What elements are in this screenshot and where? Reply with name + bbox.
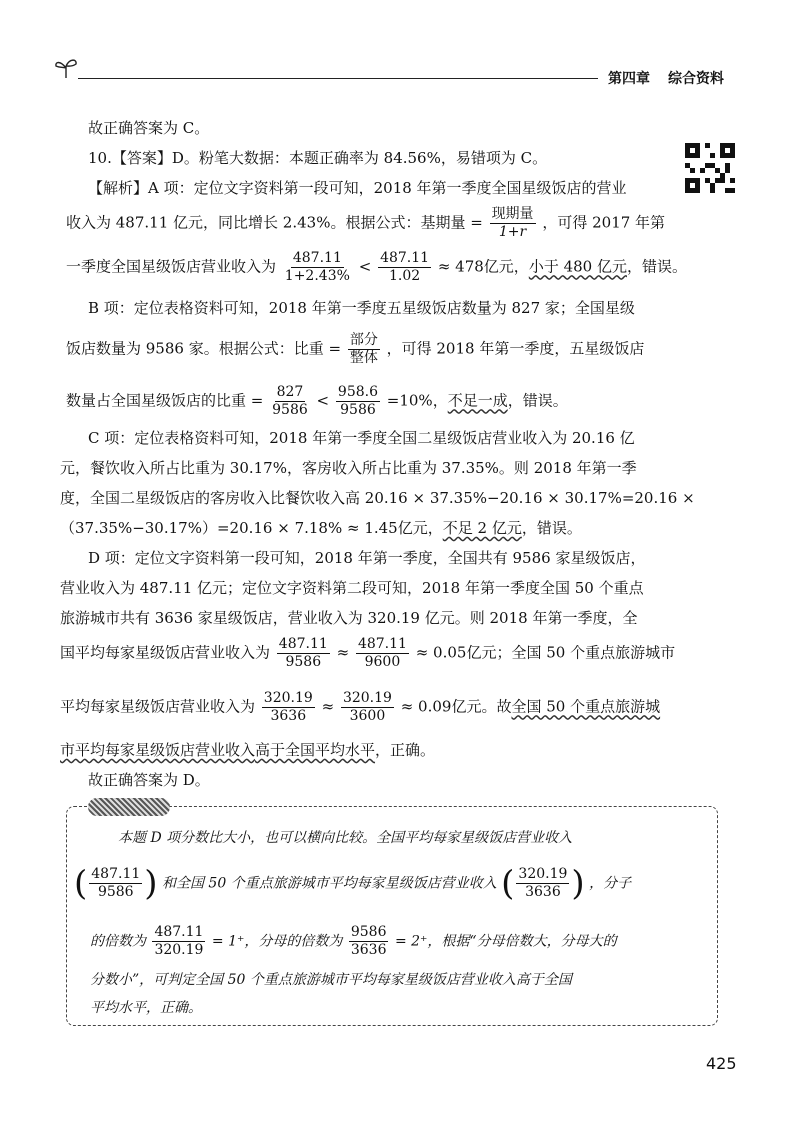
text-line-with-fraction: 收入为 487.11 亿元，同比增长 2.43%。根据公式：基期量 = $\frac{\text{现期量}}{1+r}$ ，可得 2017 年第	[66, 206, 666, 240]
section-label: 综合资料	[668, 71, 724, 87]
text-line: 市平均每家星级饭店营业收入高于全国平均水平，正确。	[60, 741, 436, 759]
page-number: 425	[706, 1054, 737, 1073]
fraction: $\frac{827}{9586}$	[272, 384, 308, 418]
fraction: $\frac{487.11}{320.19}$	[154, 924, 204, 958]
text-line-with-fraction: 一季度全国星级饭店营业收入为 $\frac{487.11}{1+2.43\%}$ < $\frac{487.11}{1.02}$ ≈ 478亿元，小于 480 亿元，错误。	[66, 250, 687, 284]
note-line-with-fraction: 的倍数为 $\frac{487.11}{320.19}$ = 1⁺，分母的倍数为 $\frac{9586}{3636}$ = 2⁺，根据“分母倍数大，分母大的	[90, 924, 617, 958]
fraction: $\frac{320.19}{3636}$	[263, 690, 313, 724]
text-line-with-fraction: 国平均每家星级饭店营业收入为 $\frac{487.11}{9586}$ ≈ $\frac{487.11}{9600}$ ≈ 0.05亿元；全国 50 个重点旅游城市	[60, 636, 676, 670]
text-line-with-fraction: 数量占全国星级饭店的比重 = $\frac{827}{9586}$ < $\frac{958.6}{9586}$ =10%，不足一成，错误。	[66, 384, 568, 418]
text-line: 度，全国二星级饭店的客房收入比餐饮收入高 20.16 × 37.35%−20.16 × 30.17%=20.16 ×	[60, 489, 695, 507]
fraction: $\frac{487.11}{9586}$	[278, 636, 328, 670]
text-line: 【解析】A 项：定位文字资料第一段可知，2018 年第一季度全国星级饭店的营业	[88, 179, 627, 197]
fraction: $\frac{487.11}{1.02}$	[380, 250, 430, 284]
emphasis: 高于全国平均水平	[255, 741, 376, 759]
text-line: 营业收入为 487.11 亿元；定位文字资料第二段可知，2018 年第一季度全国 50 个重点	[60, 579, 644, 597]
note-line-with-fraction: ( $\frac{487.11}{9586}$ ) 和全国 50 个重点旅游城市平均每家星级饭店营业收入 ( $\frac{320.19}{3636}$ ) ，分子	[74, 863, 632, 904]
fraction: $\frac{9586}{3636}$	[350, 924, 387, 958]
emphasis: 市平均每家星级饭店营业收入	[60, 741, 256, 759]
text-line-with-fraction: 饭店数量为 9586 家。根据公式：比重 = $\frac{\text{部分}}{\text{整体}}$ ，可得 2018 年第一季度，五星级饭店	[66, 332, 645, 366]
text-line: B 项：定位表格资料可知，2018 年第一季度五星级饭店数量为 827 家；全国星级	[88, 299, 635, 317]
emphasis: 全国 50 个重点旅游城	[511, 697, 661, 716]
fraction: $\frac{958.6}{9586}$	[337, 384, 378, 418]
sprout-icon	[52, 56, 80, 80]
text-line: D 项：定位文字资料第一段可知，2018 年第一季度，全国共有 9586 家星级饭店，	[88, 549, 646, 567]
fraction: $\frac{487.11}{9600}$	[357, 636, 407, 670]
text-line-with-fraction: 平均每家星级饭店营业收入为 $\frac{320.19}{3636}$ ≈ $\frac{320.19}{3600}$ ≈ 0.09亿元。故全国 50 个重点旅游城	[60, 690, 661, 724]
text-line: C 项：定位表格资料可知，2018 年第一季度全国二星级饭店营业收入为 20.16 亿	[88, 429, 635, 447]
text-line: 故正确答案为 D。	[88, 771, 210, 789]
note-line: 分数小”，可判定全国 50 个重点旅游城市平均每家星级饭店营业收入高于全国	[90, 972, 572, 988]
note-line: 平均水平，正确。	[90, 1000, 202, 1016]
fraction: $\frac{320.19}{3600}$	[342, 690, 392, 724]
tip-box-badge	[88, 798, 170, 816]
fraction: $\frac{320.19}{3636}$	[518, 866, 568, 900]
text-line: 元，餐饮收入所占比重为 30.17%，客房收入所占比重为 37.35%。则 2018 年第一季	[60, 459, 637, 477]
fraction: $\frac{487.11}{9586}$	[91, 866, 141, 900]
emphasis: 不足 2 亿元	[442, 519, 522, 537]
fraction: $\frac{\text{部分}}{\text{整体}}$	[349, 332, 378, 366]
header-rule	[78, 78, 598, 79]
chapter-label: 第四章	[608, 71, 650, 87]
fraction: $\frac{\text{现期量}}{1+r}$	[491, 206, 534, 240]
emphasis: 小于 480 亿元	[528, 257, 627, 276]
note-line: 本题 D 项分数比大小，也可以横向比较。全国平均每家星级饭店营业收入	[118, 830, 573, 846]
qr-code-icon	[685, 143, 735, 193]
text-line: 故正确答案为 C。	[88, 119, 210, 137]
text-line: 旅游城市共有 3636 家星级饭店，营业收入为 320.19 亿元。则 2018 年第一季度，全	[60, 609, 638, 627]
emphasis: 不足一成	[447, 391, 508, 410]
text-line: 10.【答案】D。粉笔大数据：本题正确率为 84.56%，易错项为 C。	[88, 149, 548, 167]
text-line: （37.35%−30.17%）=20.16 × 7.18% ≈ 1.45亿元，不足 2 亿元，错误。	[60, 519, 582, 537]
fraction: $\frac{487.11}{1+2.43\%}$	[284, 250, 350, 284]
